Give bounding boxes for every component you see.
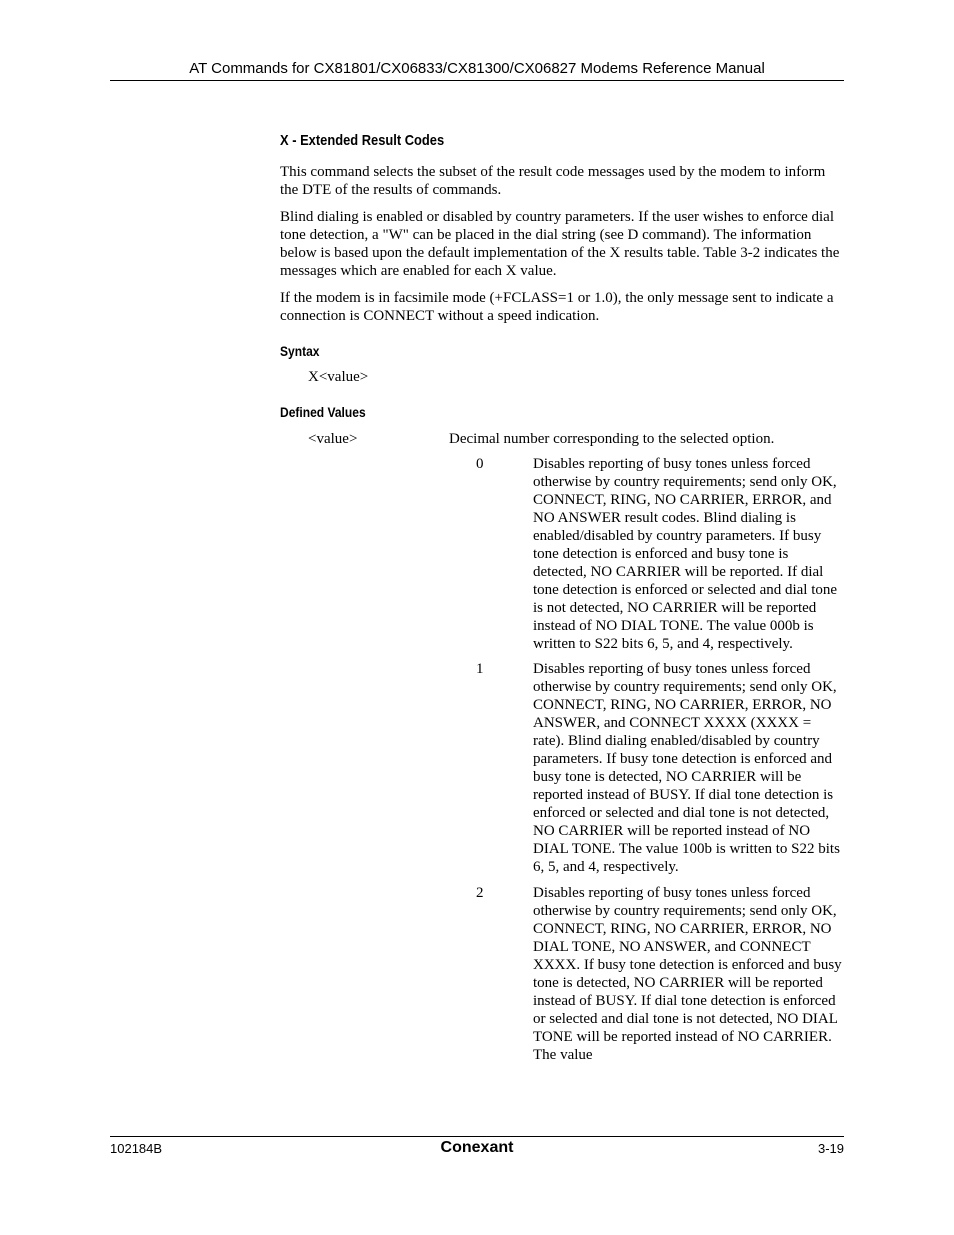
option-value: 0 bbox=[476, 456, 484, 472]
facsimile-paragraph: If the modem is in facsimile mode (+FCLASS=1 or 1.0), the only message sent to indicate a connection is CONNECT without a speed indication. bbox=[280, 290, 834, 324]
footer-doc-number: 102184B bbox=[110, 1141, 163, 1156]
blind-dialing-paragraph: Blind dialing is enabled or disabled by country parameters. If the user wishes to enforce dial tone detection, a "W" can be placed in the dial string (see D command). The information below is based upon the default implementation of the X results table. Table 3-2 indicates the messages which are enabled for each X value. bbox=[280, 209, 840, 279]
option-row-1 bbox=[449, 660, 845, 876]
main-content bbox=[280, 131, 845, 1071]
option-value: 2 bbox=[476, 885, 484, 901]
defined-values-heading: Defined Values bbox=[280, 404, 366, 420]
defined-value-description: Decimal number corresponding to the selected option. bbox=[449, 431, 775, 447]
option-value: 1 bbox=[476, 661, 484, 677]
syntax-heading: Syntax bbox=[280, 343, 320, 359]
defined-value-term: <value> bbox=[308, 431, 358, 447]
option-row-0 bbox=[449, 455, 845, 653]
section-title: X - Extended Result Codes bbox=[280, 132, 445, 149]
defined-value-row bbox=[280, 430, 845, 448]
option-row-2 bbox=[449, 884, 845, 1064]
option-description: Disables reporting of busy tones unless forced otherwise by country requirements; send only OK, CONNECT, RING, NO CARRIER, ERROR, and NO ANSWER result codes. Blind dialing is enabled/disabled by country parameters. If busy tone detection is enforced and busy tone is detected, NO CARRIER will be reported. If dial tone detection is enforced or selected and dial tone is not detected, NO CARRIER will be reported instead of NO DIAL TONE. The value 000b is written to S22 bits 6, 5, and 4, respectively. bbox=[533, 456, 838, 652]
option-description: Disables reporting of busy tones unless forced otherwise by country requirements; send only OK, CONNECT, RING, NO CARRIER, ERROR, NO ANSWER, and CONNECT XXXX (XXXX = rate). Blind dialing enabled/disabled by country parameters. If busy tone detection is enforced and busy tone is detected, NO CARRIER will be reported instead of BUSY. If dial tone detection is enforced or selected and dial tone is not detected, NO CARRIER will be reported instead of NO DIAL TONE. The value 100b is written to S22 bits 6, 5, and 4, respectively. bbox=[533, 661, 840, 875]
footer-page-number: 3-19 bbox=[817, 1141, 844, 1156]
syntax-line: X<value> bbox=[308, 369, 369, 385]
header-divider bbox=[110, 80, 844, 81]
intro-paragraph: This command selects the subset of the result code messages used by the modem to inform the DTE of the results of commands. bbox=[280, 164, 826, 198]
footer-company: Conexant bbox=[440, 1139, 514, 1156]
option-description: Disables reporting of busy tones unless forced otherwise by country requirements; send only OK, CONNECT, RING, NO CARRIER, ERROR, NO DIAL TONE, NO ANSWER, and CONNECT XXXX. If busy tone detection is enforced and busy tone is detected, NO CARRIER will be reported instead of BUSY. If dial tone detection is enforced or selected and dial tone is not detected, NO DIAL TONE will be reported instead of NO CARRIER. The value bbox=[533, 885, 842, 1063]
footer-divider bbox=[110, 1136, 844, 1137]
page-header-title: AT Commands for CX81801/CX06833/CX81300/CX06827 Modems Reference Manual bbox=[189, 60, 765, 77]
